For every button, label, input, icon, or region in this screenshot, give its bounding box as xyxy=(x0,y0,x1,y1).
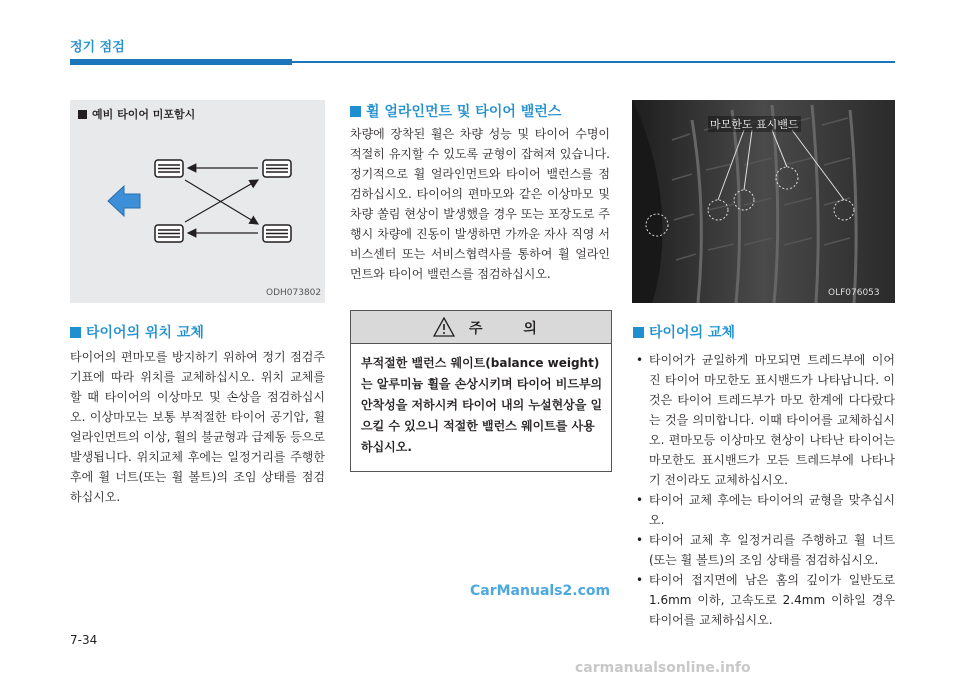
caution-header xyxy=(351,311,611,344)
header-bar xyxy=(70,59,292,65)
figure-title: 예비 타이어 미포함시 xyxy=(78,106,195,122)
section-heading-rotation: 타이어의 위치 교체 xyxy=(70,322,204,342)
watermark-carmanuals[interactable]: CarManuals2.com xyxy=(470,583,611,599)
warning-triangle-icon xyxy=(433,317,455,337)
list-item: • 타이어 교체 후에는 타이어의 균형을 맞추십시오. xyxy=(636,493,895,527)
square-bullet-icon xyxy=(350,106,361,117)
direction-arrow-icon xyxy=(108,186,140,216)
rotation-text: 타이어의 편마모를 방지하기 위하여 정기 점검주기표에 따라 위치를 교체하십시오. 위치 교체를 할 때 타이어의 이상마모 및 손상을 점검하십시오. 이상마모는 보통 부적절한 타이어 공기압, 휠 얼라인먼트의 이상, 휠의 불균형과 급제동 등으로 발생됩니다. 위치교체 후에는 일정거리를 주행한 후에 휠 너트(또는 휠 볼트)의 조임 상태를 점검하십시오. xyxy=(70,350,325,504)
list-item: • 타이어가 균일하게 마모되면 트레드부에 이어진 타이어 마모한도 표시밴드가 나타납니다. 이것은 타이어 트레드부가 마모 한계에 다다랐다는 것을 의미합니다. 이때 타이어를 교체하십시오. 편마모등 이상마모 현상이 나타난 타이어는 마모한도 표시밴드가 모든 트레드부에 나타나기 전이라도 교체하십시오. xyxy=(636,353,895,487)
list-item: • 타이어 접지면에 남은 홈의 깊이가 일반도로 1.6mm 이하, 고속도로 2.4mm 이하일 경우 타이어를 교체하십시오. xyxy=(636,573,895,627)
replacement-bullet-list xyxy=(633,350,895,630)
section-heading-replacement: 타이어의 교체 xyxy=(633,322,735,342)
caution-box xyxy=(350,310,612,472)
tire-rotation-diagram xyxy=(70,100,325,303)
tire-front-left-icon xyxy=(155,160,183,177)
tire-rear-left-icon xyxy=(155,225,183,242)
tire-front-right-icon xyxy=(263,160,291,177)
list-item: • 타이어 교체 후 일정거리를 주행하고 휠 너트(또는 휠 볼트)의 조임 상태를 점검하십시오. xyxy=(636,533,895,567)
alignment-text: 차량에 장착된 휠은 차량 성능 및 타이어 수명이 적절히 유지할 수 있도록 균형이 잡혀져 있습니다. 정기적으로 휠 얼라인먼트와 타이어 밸런스를 점검하십시오. 타이어의 편마모와 같은 이상마모 및 차량 쏠림 현상이 발생했을 경우 또는 포장도로 주행시 차량에 진동이 발생하면 가까운 자사 직영 서비스센터 또는 서비스협력사를 통하여 휠 얼라인먼트와 타이어 밸런스를 점검하십시오. xyxy=(350,127,610,281)
caution-text: 부적절한 밸런스 웨이트(balance weight)는 알루미늄 휠을 손상시키며 타이어 비드부의 안착성을 저하시켜 타이어 내의 누설현상을 일으킬 수 있으니 적절한 밸런스 웨이트를 사용하십시오. xyxy=(361,356,603,454)
square-bullet-icon xyxy=(633,327,644,338)
figure-code: OLF076053 xyxy=(828,288,880,298)
figure-code: ODH073802 xyxy=(266,288,322,298)
page-number: 7-34 xyxy=(70,633,98,647)
page-header-title: 정기 점검 xyxy=(70,40,125,55)
header-rule xyxy=(292,61,895,63)
tire-rear-right-icon xyxy=(263,225,291,242)
tread-wear-figure xyxy=(632,100,895,303)
square-bullet-icon xyxy=(70,327,81,338)
wear-band-label: 마모한도 표시밴드 xyxy=(710,118,799,131)
watermark-carmanualsonline[interactable]: carmanualsonline.info xyxy=(575,660,751,676)
caution-title: 주 의 xyxy=(469,321,555,337)
tire-rotation-figure xyxy=(70,100,325,303)
section-heading-alignment: 휠 얼라인먼트 및 타이어 밸런스 xyxy=(350,101,561,121)
